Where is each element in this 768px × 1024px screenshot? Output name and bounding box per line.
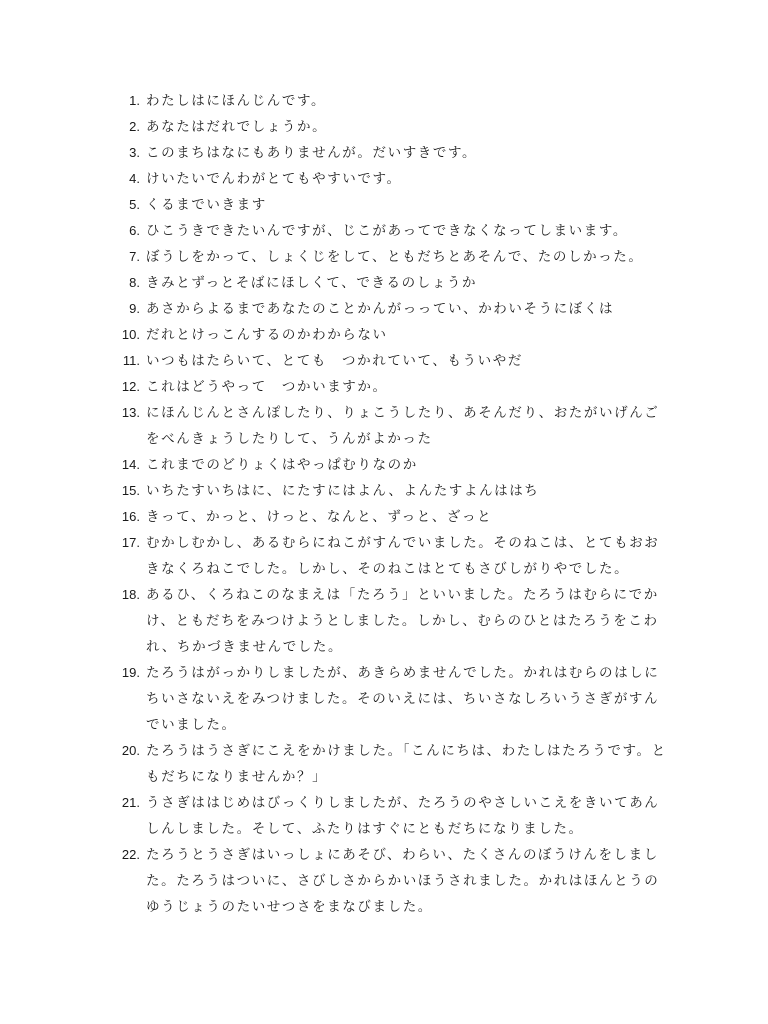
item-number: 1.	[129, 93, 140, 108]
list-item	[112, 842, 672, 920]
list-item	[112, 452, 672, 478]
list-item	[112, 660, 672, 738]
item-number: 21.	[121, 795, 140, 810]
item-text: ひこうきできたいんですが、じこがあってできなくなってしまいます。	[146, 223, 628, 239]
item-text: たろうはうさぎにこえをかけました。「こんにちは、わたしはたろうです。ともだちになりませんか？」	[146, 743, 667, 785]
item-number: 10.	[121, 327, 140, 342]
list-item	[112, 114, 672, 140]
item-number: 22.	[121, 847, 140, 862]
item-number: 12.	[121, 379, 140, 394]
list-item	[112, 88, 672, 114]
item-text: きって、かっと、けっと、なんと、ずっと、ざっと	[146, 509, 493, 525]
item-text: くるまでいきます	[146, 197, 267, 213]
list-item	[112, 140, 672, 166]
item-text: わたしはにほんじんです。	[146, 93, 327, 109]
list-item	[112, 348, 672, 374]
item-text: あるひ、くろねこのなまえは「たろう」といいました。たろうはむらにでかけ、ともだちをみつけようとしました。しかし、むらのひとはたろうをこわれ、ちかづきませんでした。	[146, 587, 659, 655]
item-number: 6.	[129, 223, 140, 238]
item-text: このまちはなにもありませんが。だいすきです。	[146, 145, 478, 161]
item-number: 20.	[121, 743, 140, 758]
list-item	[112, 244, 672, 270]
item-text: にほんじんとさんぽしたり、りょこうしたり、あそんだり、おたがいげんごをべんきょうしたりして、うんがよかった	[146, 405, 660, 447]
item-number: 14.	[121, 457, 140, 472]
item-text: きみとずっとそばにほしくて、できるのしょうか	[146, 275, 478, 291]
item-number: 8.	[129, 275, 140, 290]
item-text: たろうはがっかりしましたが、あきらめませんでした。かれはむらのはしにちいさないえをみつけました。そのいえには、ちいさなしろいうさぎがすんでいました。	[146, 665, 660, 733]
item-text: これまでのどりょくはやっぱむりなのか	[146, 457, 418, 473]
item-text: いちたすいちはに、にたすにはよん、よんたすよんははち	[146, 483, 540, 499]
list-item	[112, 504, 672, 530]
item-text: うさぎははじめはびっくりしましたが、たろうのやさしいこえをきいてあんしんしました。そして、ふたりはすぐにともだちになりました。	[146, 795, 660, 837]
list-item	[112, 322, 672, 348]
list-item	[112, 582, 672, 660]
item-number: 5.	[129, 197, 140, 212]
list-item	[112, 218, 672, 244]
item-number: 2.	[129, 119, 140, 134]
item-text: たろうとうさぎはいっしょにあそび、わらい、たくさんのぼうけんをしました。たろうはついに、さびしさからかいほうされました。かれはほんとうのゆうじょうのたいせつさをまなびました。	[146, 847, 660, 915]
list-item	[112, 192, 672, 218]
item-text: むかしむかし、あるむらにねこがすんでいました。そのねこは、とてもおおきなくろねこでした。しかし、そのねこはとてもさびしがりやでした。	[146, 535, 660, 577]
list-item	[112, 400, 672, 452]
item-text: けいたいでんわがとてもやすいです。	[146, 171, 402, 187]
item-number: 7.	[129, 249, 140, 264]
item-number: 18.	[121, 587, 140, 602]
item-text: これはどうやって つかいますか。	[146, 379, 388, 395]
item-number: 19.	[121, 665, 140, 680]
item-number: 16.	[121, 509, 140, 524]
item-number: 15.	[121, 483, 140, 498]
list-item	[112, 790, 672, 842]
list-item	[112, 166, 672, 192]
list-item	[112, 478, 672, 504]
item-text: だれとけっこんするのかわからない	[146, 327, 388, 343]
item-number: 3.	[129, 145, 140, 160]
item-number: 11.	[122, 353, 140, 368]
list-item	[112, 270, 672, 296]
item-number: 9.	[129, 301, 140, 316]
item-number: 13.	[121, 405, 140, 420]
numbered-list	[112, 88, 672, 920]
list-item	[112, 738, 672, 790]
item-number: 4.	[129, 171, 140, 186]
item-number: 17.	[121, 535, 140, 550]
item-text: あなたはだれでしょうか。	[146, 119, 328, 135]
item-text: ぼうしをかって、しょくじをして、ともだちとあそんで、たのしかった。	[146, 249, 644, 265]
list-item	[112, 374, 672, 400]
item-text: いつもはたらいて、とても つかれていて、もういやだ	[146, 353, 523, 369]
list-item	[112, 296, 672, 322]
list-item	[112, 530, 672, 582]
item-text: あさからよるまであなたのことかんがっってい、かわいそうにぼくは	[146, 301, 615, 317]
